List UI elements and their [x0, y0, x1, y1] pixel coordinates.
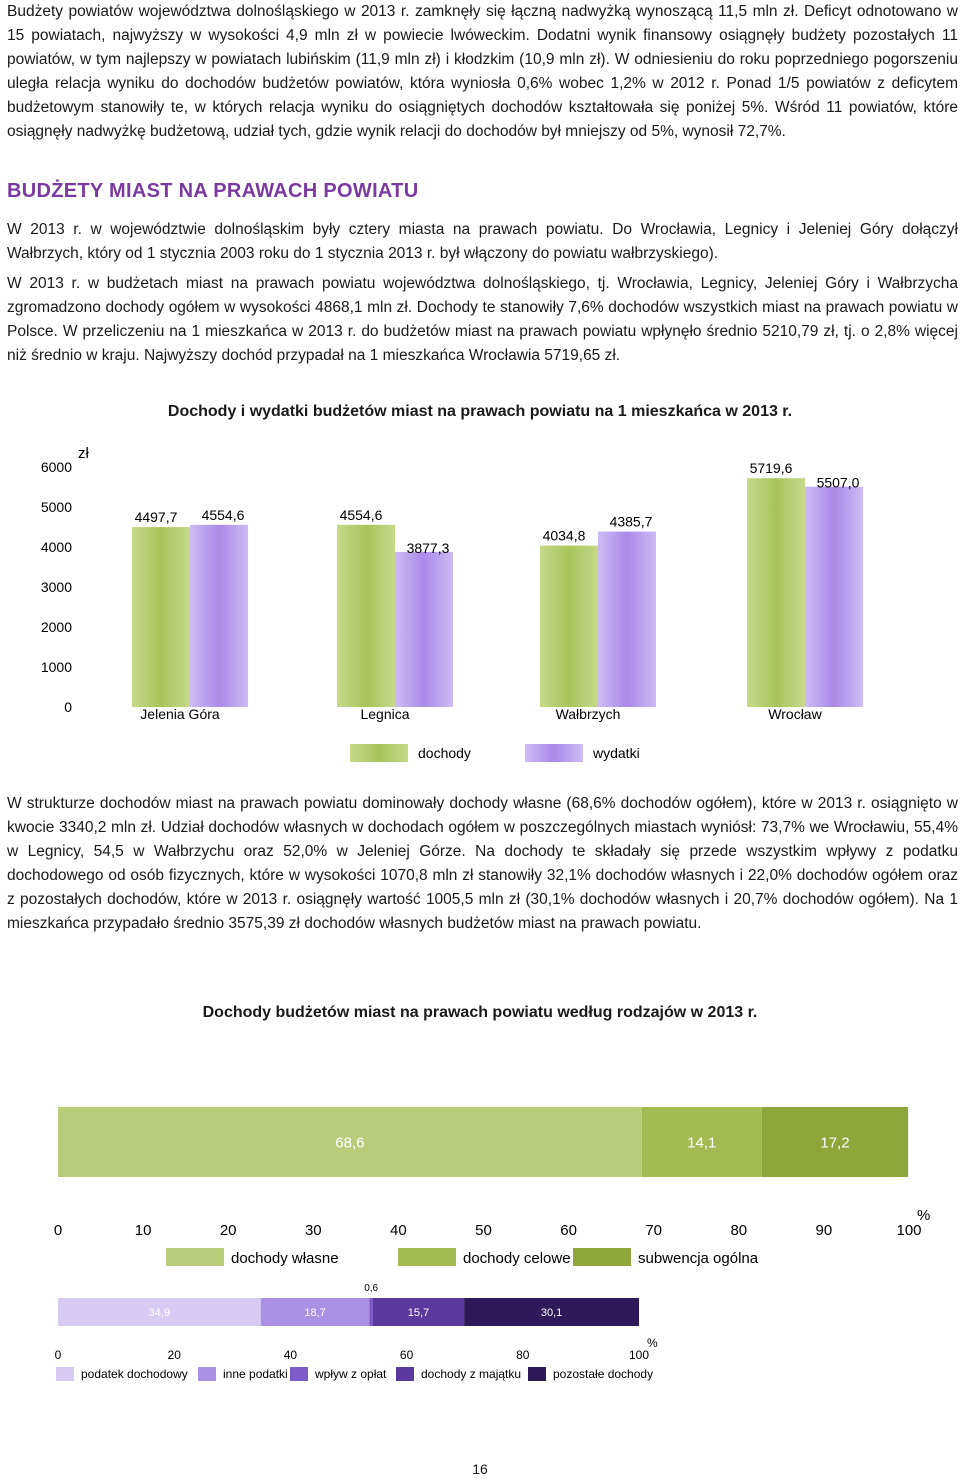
segment-label: 14,1 [687, 1134, 717, 1152]
x-tick-label: 0 [53, 1222, 63, 1239]
segment-label: 68,6 [335, 1134, 365, 1152]
legend-label: dochody z majątku [421, 1367, 522, 1381]
legend-label: wydatki [593, 745, 640, 761]
x-tick-label: 30 [304, 1222, 322, 1239]
y-tick-label: 2000 [40, 619, 72, 635]
legend-swatch [398, 1248, 456, 1266]
legend-label: wpływ z opłat [315, 1367, 387, 1381]
x-tick-label: 60 [560, 1222, 577, 1239]
data-label: 3877,3 [406, 539, 450, 556]
x-tick-label: 80 [730, 1222, 748, 1239]
y-tick-label: 3000 [40, 579, 72, 595]
legend-swatch-wydatki [525, 744, 583, 762]
x-category-label: Jelenia Góra [140, 706, 220, 722]
legend-label: podatek dochodowy [81, 1367, 188, 1381]
x-tick-label: 90 [815, 1222, 833, 1239]
x-tick-label: 0 [54, 1348, 62, 1362]
x-tick-label: 100 [628, 1348, 650, 1362]
x-category-label: Wrocław [768, 706, 822, 722]
segment-label: 34,9 [148, 1306, 171, 1319]
chart-revenue-expenditure-per-capita [0, 432, 960, 777]
chart2-caption: Dochody budżetów miast na prawach powiatu według rodzajów w 2013 r. [202, 1004, 758, 1021]
segment-label: 15,7 [407, 1306, 430, 1319]
bar-dochody-4 [747, 478, 805, 707]
data-label: 4385,7 [609, 513, 653, 530]
legend-label: dochody [418, 745, 471, 761]
x-category-label: Legnica [360, 706, 410, 722]
segment-3 [369, 1298, 372, 1326]
x-tick-label: 20 [167, 1348, 181, 1362]
paragraph-revenue: W 2013 r. w budżetach miast na prawach powiatu województwa dolnośląskiego, tj. Wrocławia, Legnicy, Jeleniej Góry i Wałbrzycha zgromadzono dochody ogółem w wysokości 4868,1 mln zł. Dochody te stanowiły 7,6% dochodów wszystkich miast na prawach powiatu w Polsce. W przeliczeniu na 1 mieszkańca w 2013 r. do budżetów miast na prawach powiatu wpłynęło średnio 5210,79 zł, tj. o 2,8% więcej niż średnio w kraju. Najwyższy dochód przypadał na 1 mieszkańca Wrocławia 5719,65 zł. [7, 275, 958, 364]
segment-label: 30,1 [540, 1306, 563, 1319]
y-tick-label: 0 [64, 699, 72, 715]
x-tick-label: 100 [896, 1222, 922, 1239]
paragraph-cities: W 2013 r. w województwie dolnośląskim były cztery miasta na prawach powiatu. Do Wrocławia, Legnicy i Jeleniej Góry dołączył Wałbrzych, który od 1 stycznia 2003 roku do 1 stycznia 2013 r. był włączony do powiatu wałbrzyskiego). [7, 221, 958, 262]
y-tick-label: 6000 [40, 459, 72, 475]
data-label: 4034,8 [542, 527, 586, 544]
x-tick-label: 50 [475, 1222, 492, 1239]
legend-swatch [166, 1248, 224, 1266]
bar-dochody-1 [132, 527, 190, 707]
legend-swatch-dochody [350, 744, 408, 762]
legend-label: pozostałe dochody [553, 1367, 654, 1381]
legend-swatch [396, 1367, 414, 1381]
legend-label: subwencja ogólna [638, 1250, 759, 1267]
data-label: 4497,7 [134, 509, 178, 526]
bar-wydatki-2 [395, 552, 453, 707]
legend-swatch [56, 1367, 74, 1381]
paragraph-own-revenue: W strukturze dochodów miast na prawach powiatu dominowały dochody własne (68,6% dochodów ogółem), które w 2013 r. osiągnięto w kwocie 3340,2 mln zł. Udział dochodów własnych w dochodach ogółem w poszczególnych miastach wyniósł: 73,7% we Wrocławiu, 55,4% w Legnicy, 54,5 w Wałbrzychu oraz 52,0% w Jeleniej Górze. Na dochody te składały się przede wszystkim wpływy z podatku dochodowego od osób fizycznych, które w wysokości 1070,8 mln zł stanowiły 32,1% dochodów własnych i 22,0% dochodów ogółem oraz z pozostałych dochodów, które w 2013 r. osiągnęły wartość 1005,5 mln zł (30,1% dochodów własnych i 20,7% dochodów ogółem). Na 1 mieszkańca przypadało średnio 3575,39 zł dochodów własnych budżetów miast na prawach powiatu. [7, 795, 958, 932]
x-tick-label: 60 [399, 1348, 414, 1362]
legend-label: inne podatki [223, 1367, 288, 1381]
legend-swatch [528, 1367, 546, 1381]
x-tick-label: 40 [283, 1348, 298, 1362]
x-tick-label: 20 [219, 1222, 237, 1239]
segment-label: 17,2 [820, 1134, 850, 1152]
x-unit-label: % [647, 1336, 658, 1350]
section-heading: BUDŻETY MIAST NA PRAWACH POWIATU [7, 180, 419, 202]
x-unit-label: % [917, 1207, 931, 1224]
data-label: 4554,6 [201, 506, 245, 523]
page-number: 16 [472, 1461, 488, 1477]
data-label: 5507,0 [816, 474, 860, 491]
bar-dochody-3 [540, 546, 598, 707]
data-label: 5719,6 [749, 460, 793, 477]
data-label: 4554,6 [339, 506, 383, 523]
legend-label: dochody celowe [463, 1250, 571, 1267]
bar-wydatki-1 [190, 525, 248, 707]
legend-label: dochody własne [231, 1250, 339, 1267]
y-tick-label: 4000 [40, 539, 72, 555]
x-tick-label: 70 [645, 1222, 663, 1239]
segment-label: 0,6 [364, 1283, 379, 1294]
paragraph-intro: Budżety powiatów województwa dolnośląskiego w 2013 r. zamknęły się łączną nadwyżką wynoszącą 11,5 mln zł. Deficyt odnotowano w 15 powiatach, najwyższy w wysokości 4,9 mln zł w powiecie lwóweckim. Dodatni wynik finansowy osiągnęły budżety pozostałych 11 powiatów, w tym najlepszy w powiatach lubińskim (11,9 mln zł) i kłodzkim (10,9 mln zł). W odniesieniu do roku poprzedniego pogorszeniu uległa relacja wyniku do dochodów budżetów powiatów, która wyniosła 0,6% wobec 1,2% w 2012 r. Ponad 1/5 powiatów z deficytem budżetowym stanowiły te, w których relacja wyniku do osiągniętych dochodów kształtowała się poniżej 5%. Wśród 11 powiatów, które osiągnęły nadwyżkę budżetową, udział tych, gdzie wynik relacji do dochodów był mniejszy od 5%, wynosił 72,7%. [7, 3, 958, 140]
bar-wydatki-4 [805, 487, 863, 707]
legend-swatch [573, 1248, 631, 1266]
chart1-caption: Dochody i wydatki budżetów miast na prawach powiatu na 1 mieszkańca w 2013 r. [167, 403, 793, 420]
legend-swatch [198, 1367, 216, 1381]
bar-dochody-2 [337, 525, 395, 707]
y-tick-label: 5000 [40, 499, 72, 515]
x-tick-label: 80 [516, 1348, 530, 1362]
chart-revenue-structure [0, 1075, 960, 1400]
x-category-label: Wałbrzych [555, 706, 621, 722]
x-tick-label: 40 [390, 1222, 407, 1239]
segment-label: 18,7 [304, 1306, 326, 1319]
bar-wydatki-3 [598, 532, 656, 707]
y-tick-label: 1000 [40, 659, 72, 675]
x-tick-label: 10 [134, 1222, 152, 1239]
y-unit-label: zł [78, 445, 89, 462]
legend-swatch [290, 1367, 308, 1381]
